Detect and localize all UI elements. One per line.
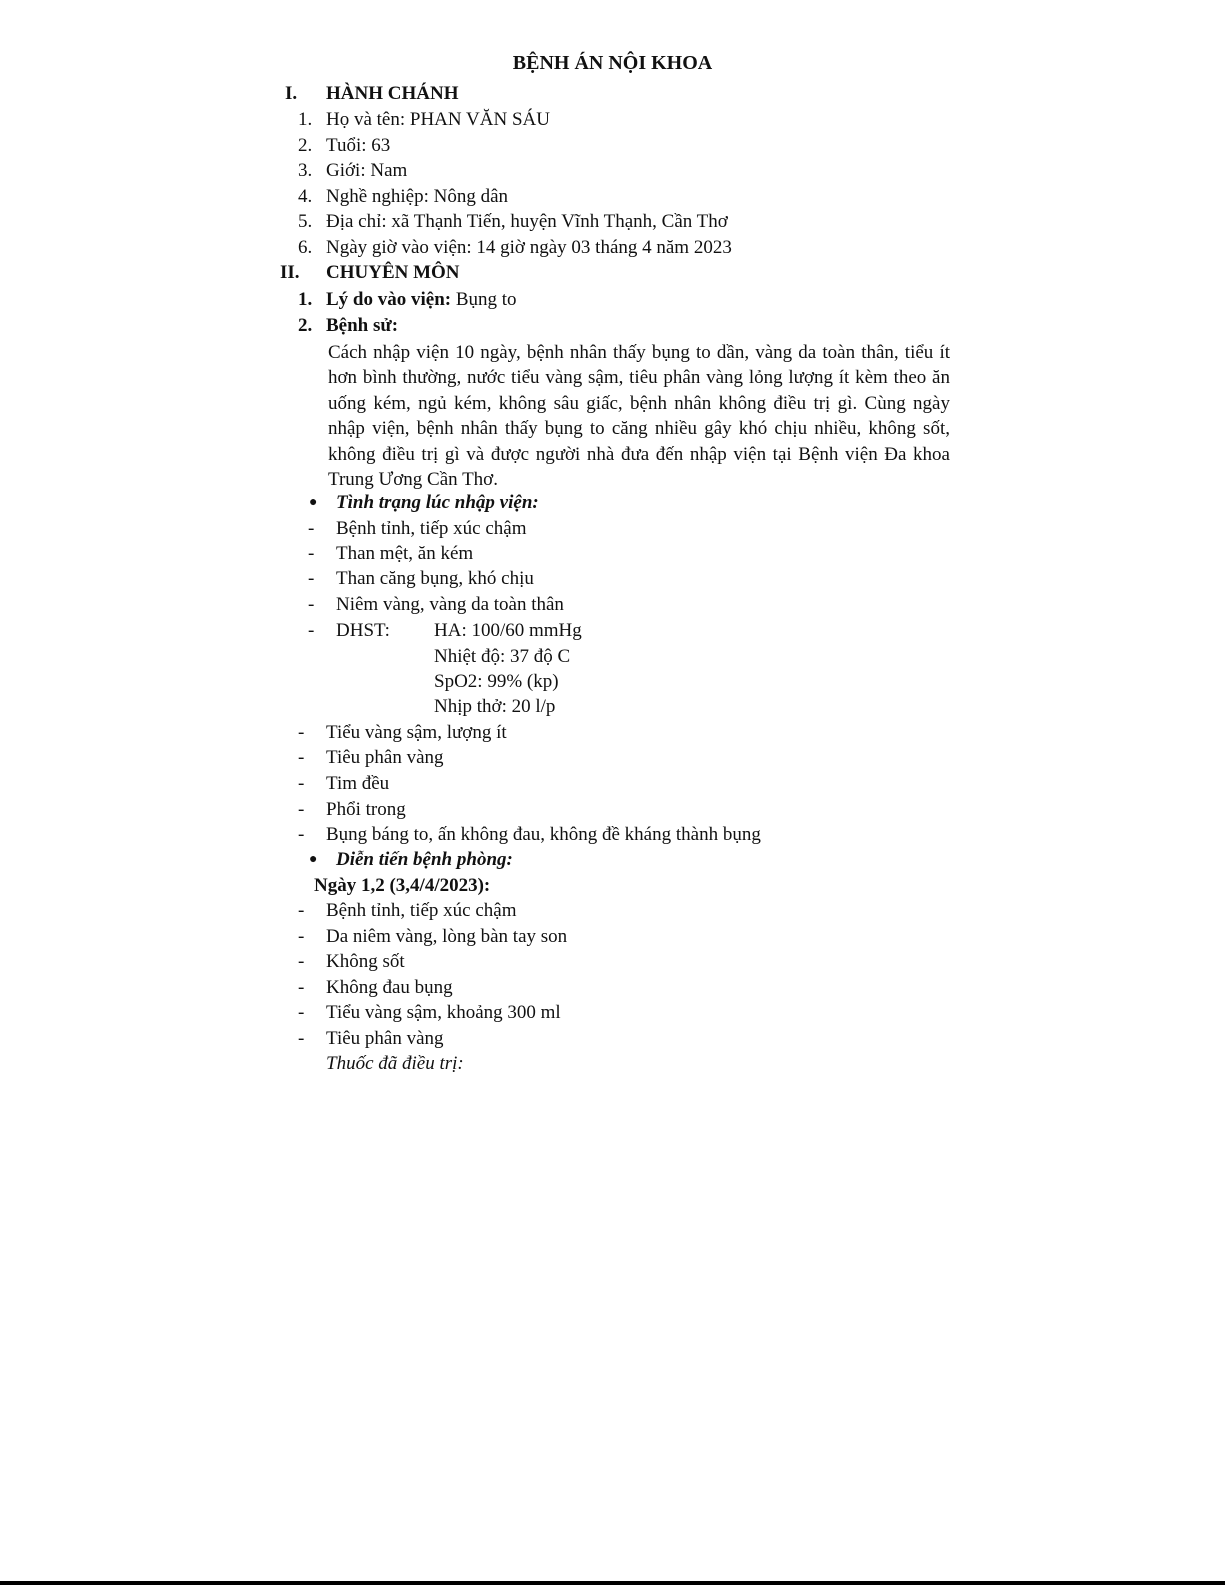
progress-item: Da niêm vàng, lòng bàn tay son bbox=[326, 926, 568, 947]
progress-item: Tiêu phân vàng bbox=[326, 1028, 444, 1049]
progress-heading: Diễn tiến bệnh phòng: bbox=[336, 849, 513, 870]
progress-item: Không đau bụng bbox=[326, 977, 453, 998]
dash: - bbox=[298, 773, 305, 794]
admin-item-sex: Giới: Nam bbox=[326, 160, 408, 181]
progress-item: Bệnh tỉnh, tiếp xúc chậm bbox=[326, 900, 517, 921]
dash: - bbox=[308, 594, 315, 615]
admin-item-name: Họ và tên: PHAN VĂN SÁU bbox=[326, 109, 550, 130]
exam-item: Bụng báng to, ấn không đau, không đề kháng thành bụng bbox=[326, 824, 761, 845]
exam-item: Tiêu phân vàng bbox=[326, 747, 444, 768]
admin-item-number: 1. bbox=[298, 109, 313, 130]
admin-item-admission-time: Ngày giờ vào viện: 14 giờ ngày 03 tháng 4 năm 2023 bbox=[326, 237, 732, 258]
dash: - bbox=[308, 568, 315, 589]
vital-respiratory-rate: Nhịp thở: 20 l/p bbox=[434, 696, 556, 717]
dash: - bbox=[298, 951, 305, 972]
dash: - bbox=[298, 747, 305, 768]
progress-bullet: ● bbox=[309, 852, 318, 867]
reason-line bbox=[326, 288, 517, 312]
section-1-number: I. bbox=[285, 83, 298, 104]
admin-item-number: 5. bbox=[298, 211, 313, 232]
admin-item-number: 6. bbox=[298, 237, 313, 258]
dash: - bbox=[298, 824, 305, 845]
history-label: Bệnh sử: bbox=[326, 315, 399, 336]
dash: - bbox=[298, 900, 305, 921]
dash: - bbox=[308, 543, 315, 564]
progress-day-label: Ngày 1,2 (3,4/4/2023): bbox=[314, 875, 491, 896]
reason-value: Bụng to bbox=[451, 289, 517, 310]
admin-item-number: 2. bbox=[298, 135, 313, 156]
exam-item: Tim đều bbox=[326, 773, 390, 794]
page-bottom-border bbox=[0, 1581, 1225, 1585]
admission-item: Than căng bụng, khó chịu bbox=[336, 568, 534, 589]
document-title: BỆNH ÁN NỘI KHOA bbox=[512, 52, 713, 74]
admin-item-occupation: Nghề nghiệp: Nông dân bbox=[326, 186, 509, 207]
admin-item-number: 3. bbox=[298, 160, 313, 181]
reason-number: 1. bbox=[298, 289, 313, 310]
dash: - bbox=[298, 722, 305, 743]
admission-item: Than mệt, ăn kém bbox=[336, 543, 474, 564]
exam-item: Phổi trong bbox=[326, 799, 406, 820]
dash: - bbox=[298, 1002, 305, 1023]
admission-item: Niêm vàng, vàng da toàn thân bbox=[336, 594, 564, 615]
treatment-label: Thuốc đã điều trị: bbox=[326, 1053, 464, 1074]
vital-temperature: Nhiệt độ: 37 độ C bbox=[434, 646, 571, 667]
admin-item-address: Địa chỉ: xã Thạnh Tiến, huyện Vĩnh Thạnh, Cần Thơ bbox=[326, 211, 728, 232]
progress-item: Không sốt bbox=[326, 951, 405, 972]
history-number: 2. bbox=[298, 315, 313, 336]
history-paragraph: Cách nhập viện 10 ngày, bệnh nhân thấy bụng to dần, vàng da toàn thân, tiểu ít hơn bình thường, nước tiểu vàng sậm, tiêu phân vàng lỏng lượng ít kèm theo ăn uống kém, ngủ kém, không sâu giấc, bệnh nhân không điều trị gì. Cùng ngày nhập viện, bệnh nhân thấy bụng to căng nhiều gây khó chịu nhiều, không sốt, không điều trị gì và được người nhà đưa đến nhập viện tại Bệnh viện Đa khoa Trung Ương Cần Thơ. bbox=[328, 342, 950, 491]
admission-heading: Tình trạng lúc nhập viện: bbox=[336, 492, 539, 513]
section-2-number: II. bbox=[280, 262, 300, 283]
section-1-heading: HÀNH CHÁNH bbox=[326, 83, 459, 104]
vital-spo2: SpO2: 99% (kp) bbox=[434, 671, 559, 692]
dash: - bbox=[298, 926, 305, 947]
admin-item-age: Tuổi: 63 bbox=[326, 135, 391, 156]
dash: - bbox=[298, 799, 305, 820]
vitals-label: DHST: bbox=[336, 620, 390, 641]
dash: - bbox=[298, 977, 305, 998]
reason-label: Lý do vào viện: bbox=[326, 289, 452, 310]
vital-blood-pressure: HA: 100/60 mmHg bbox=[434, 620, 582, 641]
section-2-heading: CHUYÊN MÔN bbox=[326, 262, 460, 283]
dash: - bbox=[308, 518, 315, 539]
dash: - bbox=[308, 620, 315, 641]
admin-item-number: 4. bbox=[298, 186, 313, 207]
dash: - bbox=[298, 1028, 305, 1049]
admission-item: Bệnh tỉnh, tiếp xúc chậm bbox=[336, 518, 527, 539]
progress-item: Tiểu vàng sậm, khoảng 300 ml bbox=[326, 1002, 561, 1023]
exam-item: Tiểu vàng sậm, lượng ít bbox=[326, 722, 507, 743]
admission-bullet: ● bbox=[309, 495, 318, 510]
